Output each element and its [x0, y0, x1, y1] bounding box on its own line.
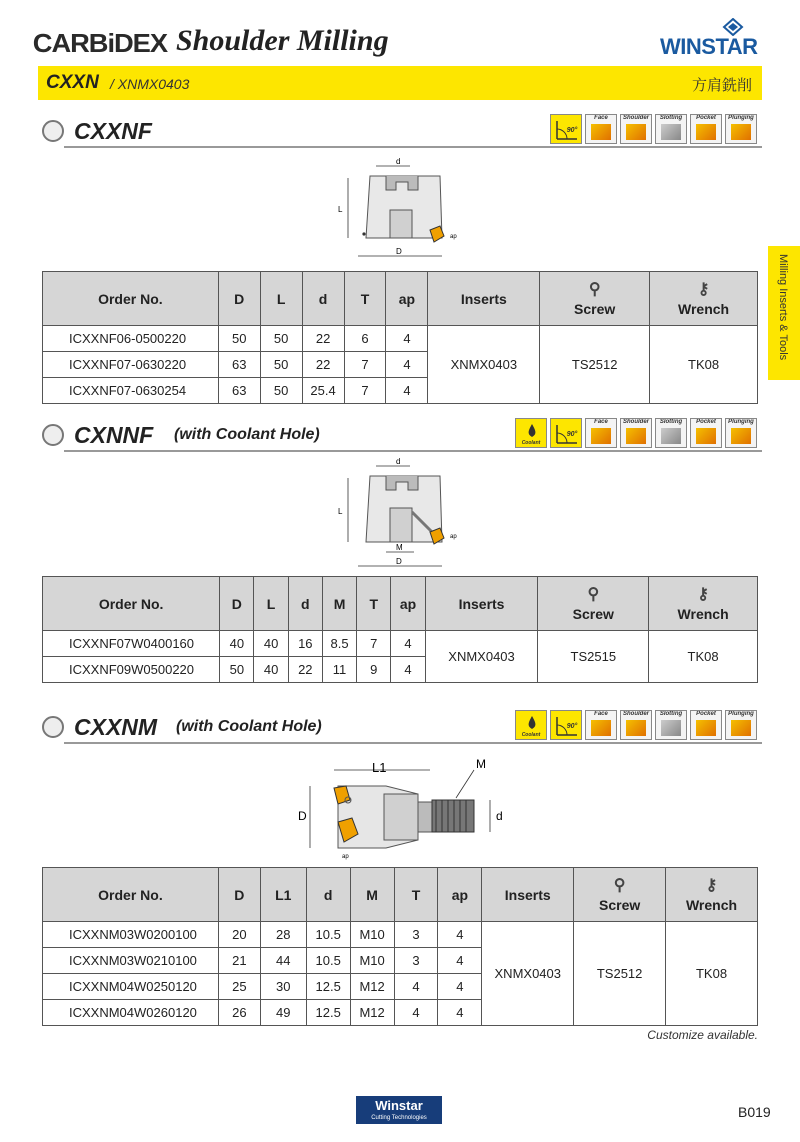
- spec-table-cxxnf: [42, 271, 758, 404]
- section-title: CXNNF: [74, 422, 154, 448]
- face-milling-icon: Face: [585, 114, 617, 144]
- tool-icon: [42, 424, 64, 446]
- table-row: ICXXNF06-0500220 50 50 22 6 4 XNMX0403 TS2512 TK08: [43, 326, 758, 352]
- screw-icon: ⚲: [613, 876, 626, 894]
- col-D: D: [218, 868, 260, 922]
- spec-table-cxxnm: [42, 867, 758, 1026]
- col-D: D: [218, 272, 260, 326]
- col-M: M: [350, 868, 394, 922]
- pocket-icon: Pocket: [690, 114, 722, 144]
- wrench-cell: TK08: [666, 922, 758, 1026]
- screw-icon: ⚲: [587, 585, 600, 603]
- svg-text:d: d: [396, 157, 401, 166]
- shoulder-milling-icon: Shoulder: [620, 114, 652, 144]
- section-title: CXXNF: [74, 118, 152, 144]
- slotting-icon: Slotting: [655, 114, 687, 144]
- svg-text:M: M: [396, 543, 403, 552]
- col-ap: ap: [438, 868, 482, 922]
- section-subtitle: (with Coolant Hole): [174, 426, 320, 443]
- application-icons: [515, 418, 757, 448]
- plunging-icon: Plunging: [725, 114, 757, 144]
- screw-icon: ⚲: [588, 280, 601, 298]
- col-screw: ⚲ Screw: [574, 868, 666, 922]
- footer-logo: [356, 1096, 442, 1124]
- col-inserts: Inserts: [425, 577, 538, 631]
- coolant-icon: Coolant: [515, 710, 547, 740]
- table-row: ICXXNF07W0400160 40 40 16 8.5 7 4 XNMX0403 TS2515 TK08: [43, 631, 758, 657]
- page-title: Shoulder Milling: [176, 24, 389, 57]
- slotting-icon: Slotting: [655, 418, 687, 448]
- col-d: d: [288, 577, 322, 631]
- coolant-icon: Coolant: [515, 418, 547, 448]
- insert-cell: XNMX0403: [428, 326, 540, 404]
- svg-text:D: D: [298, 809, 307, 823]
- svg-text:ap: ap: [342, 854, 349, 860]
- col-order-no: Order No.: [43, 868, 219, 922]
- cutter-drawing-cxnnf: [330, 458, 470, 574]
- svg-text:L1: L1: [372, 760, 387, 775]
- col-D: D: [220, 577, 254, 631]
- wrench-cell: TK08: [649, 631, 758, 683]
- side-tab[interactable]: [768, 246, 800, 380]
- insert-cell: XNMX0403: [482, 922, 574, 1026]
- winstar-logo-text: WINSTAR: [660, 34, 758, 59]
- col-screw: ⚲ Screw: [540, 272, 650, 326]
- wrench-icon: ⚷: [697, 585, 709, 603]
- plunging-icon: Plunging: [725, 418, 757, 448]
- brand-logo: CARBiDEX: [32, 28, 167, 58]
- shoulder-milling-icon: Shoulder: [620, 710, 652, 740]
- col-order-no: Order No.: [43, 577, 220, 631]
- section-divider: [64, 146, 762, 148]
- tool-icon: [42, 120, 64, 142]
- table-row: ICXXNM04W0250120 25 30 12.5 M12 4 4: [43, 974, 758, 1000]
- cutter-drawing-cxxnm: [290, 752, 520, 864]
- col-ap: ap: [386, 272, 428, 326]
- plunging-icon: Plunging: [725, 710, 757, 740]
- face-milling-icon: Face: [585, 710, 617, 740]
- angle-90-icon: 90°: [550, 418, 582, 448]
- tool-icon: [42, 716, 64, 738]
- col-L: L: [254, 577, 288, 631]
- col-wrench: ⚷ Wrench: [666, 868, 758, 922]
- col-screw: ⚲ Screw: [538, 577, 649, 631]
- series-name: CXXN: [46, 72, 99, 93]
- table-row: ICXXNF09W0500220 50 40 22 11 9 4: [43, 657, 758, 683]
- section-divider: [64, 742, 762, 744]
- col-wrench: ⚷ Wrench: [650, 272, 758, 326]
- section-subtitle: (with Coolant Hole): [176, 718, 322, 735]
- footer-logo-text: Winstar: [375, 1098, 423, 1113]
- application-icons: [515, 710, 757, 740]
- side-tab-label: Milling Inserts & Tools: [777, 254, 789, 361]
- svg-text:d: d: [396, 458, 401, 466]
- screw-cell: TS2515: [538, 631, 649, 683]
- customize-note: Customize available.: [647, 1028, 758, 1042]
- section-title: CXXNM: [74, 714, 158, 740]
- chinese-title: 方肩銑削: [691, 77, 752, 94]
- col-L1: L1: [260, 868, 306, 922]
- svg-text:d: d: [496, 809, 503, 823]
- insert-cell: XNMX0403: [425, 631, 538, 683]
- svg-text:M: M: [476, 757, 486, 771]
- shoulder-milling-icon: Shoulder: [620, 418, 652, 448]
- wrench-cell: TK08: [650, 326, 758, 404]
- section-divider: [64, 450, 762, 452]
- svg-text:L: L: [338, 205, 343, 214]
- winstar-logo: [660, 18, 764, 58]
- pocket-icon: Pocket: [690, 710, 722, 740]
- col-order-no: Order No.: [43, 272, 219, 326]
- col-T: T: [394, 868, 438, 922]
- table-row: ICXXNM04W0260120 26 49 12.5 M12 4 4: [43, 1000, 758, 1026]
- cutter-drawing-cxxnf: [330, 154, 470, 266]
- screw-cell: TS2512: [540, 326, 650, 404]
- table-row: ICXXNM03W0200100 20 28 10.5 M10 3 4 XNMX0403 TS2512 TK08: [43, 922, 758, 948]
- col-ap: ap: [391, 577, 425, 631]
- col-M: M: [322, 577, 356, 631]
- screw-cell: TS2512: [574, 922, 666, 1026]
- slotting-icon: Slotting: [655, 710, 687, 740]
- angle-90-icon: 90°: [550, 114, 582, 144]
- table-row: ICXXNF07-0630220 63 50 22 7 4: [43, 352, 758, 378]
- svg-text:ap: ap: [450, 534, 457, 540]
- series-bar: [38, 66, 762, 100]
- col-d: d: [302, 272, 344, 326]
- col-inserts: Inserts: [428, 272, 540, 326]
- svg-text:D: D: [396, 557, 402, 566]
- footer-logo-sub: Cutting Technologies: [371, 1115, 427, 1121]
- wrench-icon: ⚷: [697, 280, 710, 298]
- svg-text:D: D: [396, 247, 402, 256]
- pocket-icon: Pocket: [690, 418, 722, 448]
- col-d: d: [306, 868, 350, 922]
- table-row: ICXXNF07-0630254 63 50 25.4 7 4: [43, 378, 758, 404]
- col-wrench: ⚷ Wrench: [649, 577, 758, 631]
- col-L: L: [260, 272, 302, 326]
- svg-text:ap: ap: [450, 234, 457, 240]
- angle-90-icon: 90°: [550, 710, 582, 740]
- col-T: T: [357, 577, 391, 631]
- application-icons: [550, 114, 757, 144]
- table-row: ICXXNM03W0210100 21 44 10.5 M10 3 4: [43, 948, 758, 974]
- svg-text:L: L: [338, 507, 343, 516]
- col-inserts: Inserts: [482, 868, 574, 922]
- spec-table-cxnnf: [42, 576, 758, 683]
- face-milling-icon: Face: [585, 418, 617, 448]
- wrench-icon: ⚷: [705, 876, 718, 894]
- series-insert: / XNMX0403: [110, 76, 190, 92]
- page-number: B019: [738, 1104, 771, 1120]
- col-T: T: [344, 272, 386, 326]
